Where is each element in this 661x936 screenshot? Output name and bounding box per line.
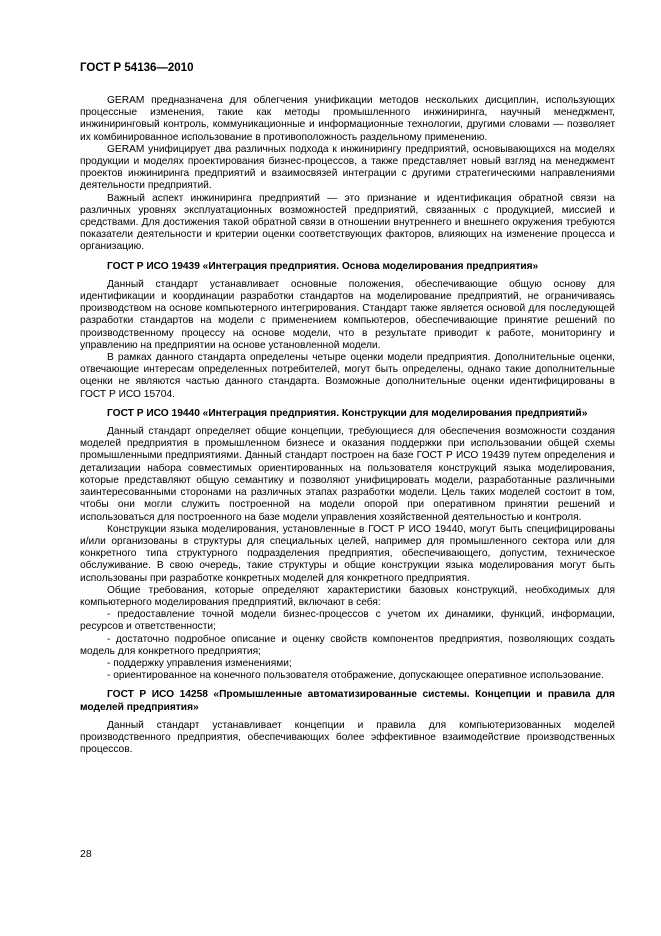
page-body bbox=[80, 95, 615, 756]
section-paragraph: Общие требования, которые определяют характеристики базовых конструкций, необходимых для компьютерного моделирования предприятий, включают в себя: bbox=[80, 584, 615, 608]
section-heading: ГОСТ Р ИСО 14258 «Промышленные автоматизированные системы. Концепции и правила для моделей предприятия» bbox=[80, 689, 615, 713]
list-item: - поддержку управления изменениями; bbox=[107, 657, 292, 669]
section-paragraph: В рамках данного стандарта определены четыре оценки модели предприятия. Дополнительные оценки, отвечающие интересам определенных потребителей, могут быть определены, однако такие дополнительные оценки не являются частью данного стандарта. Возможные дополнительные оценки идентифицированы в ГОСТ Р ИСО 15704. bbox=[80, 352, 615, 400]
list-item: - достаточно подробное описание и оценку свойств компонентов предприятия, позволяющих создать модель для конкретного предприятия; bbox=[80, 633, 615, 657]
section-paragraph: Данный стандарт устанавливает основные положения, обеспечивающие общую основу для идентификации и координации разработки стандартов на моделирование предприятий, не ограничиваясь производством на основе компьютерного интегрирования. Стандарт также является основой для последующей разработки стандартов на модели с применением компьютеров, обеспечивающие принятие решений по производственному процессу на основе модели, что в результате приводит к работе, мониторингу и управлению на предприятии на основе установленной модели. bbox=[80, 278, 615, 351]
intro-paragraph: GERAM унифицирует два различных подхода к инжинирингу предприятий, основывающихся на моделях продукции и моделях проектирования бизнес-процессов, а также представляет новый взгляд на менеджмент проектов инжиниринга предприятий и взаимосвязей интеграции с другими стратегическими направлениями деятельности предприятий. bbox=[80, 143, 615, 192]
section-heading: ГОСТ Р ИСО 19440 «Интеграция предприятия. Конструкции для моделирования предприятий» bbox=[107, 407, 588, 419]
list-item: - предоставление точной модели бизнес-процессов с учетом их динамики, функций, информации, ресурсов и ответственности; bbox=[80, 609, 615, 633]
section-paragraph: Данный стандарт устанавливает концепции и правила для компьютеризованных моделей производственного предприятия, обеспечивающих более эффективное взаимодействие производственных процессов. bbox=[80, 719, 615, 756]
section-paragraph: Данный стандарт определяет общие концепции, требующиеся для обеспечения возможности создания моделей предприятия в промышленном бизнесе и оказания поддержки при использовании общей схемы промышленными предприятиями. Данный стандарт построен на базе ГОСТ Р ИСО 19439 путем определения и детализации набора совместимых ориентированных на пользователя конструкций языка моделирования, которые представляют общую семантику и позволяют унифицировать модели, разработанные различными заинтересованными сторонами на различных этапах разработки модели. Цель таких моделей состоит в том, чтобы они могли служить построенной на модели опорой при оперативном принятии решений и использоваться для построенного на базе модели управления хозяйственной деятельностью и контроля. bbox=[80, 426, 615, 523]
section-heading: ГОСТ Р ИСО 19439 «Интеграция предприятия. Основа моделирования предприятия» bbox=[107, 260, 539, 272]
intro-paragraph: GERAM предназначена для облегчения унификации методов нескольких дисциплин, использующих процессные изменения, такие как методы промышленного инжиниринга, научный менеджмент, инжиниринговый контроль, коммуникационные и информационные технологии, другими словами — позволяет их комбинированное использование в противоположность раздельному применению. bbox=[80, 95, 615, 143]
document-header: ГОСТ Р 54136—2010 bbox=[80, 62, 194, 74]
section-paragraph: Конструкции языка моделирования, установленные в ГОСТ Р ИСО 19440, могут быть специфицированы и/или организованы в структуры для специальных целей, например для промышленного сектора или для конкретного типа структурного подразделения предприятия, обеспечивающего, допустим, техническое обслуживание. В свою очередь, такие структуры и общие конструкции языка моделирования могут быть использованы при разработке конкретных моделей для конкретного предприятия. bbox=[80, 523, 615, 584]
intro-paragraph: Важный аспект инжиниринга предприятий — это признание и идентификация обратной связи на различных уровнях эксплуатационных возможностей предприятий, связанных с продукцией, миссией и средствами. Для достижения такой обратной связи в отношении внутреннего и внешнего окружения требуются показатели деятельности и критерии оценки соответствующих факторов, влияющих на изменение процесса и организацию. bbox=[80, 192, 615, 253]
page-number: 28 bbox=[80, 848, 92, 860]
list-item: - ориентированное на конечного пользователя отображение, допускающее оперативное использование. bbox=[107, 670, 604, 682]
